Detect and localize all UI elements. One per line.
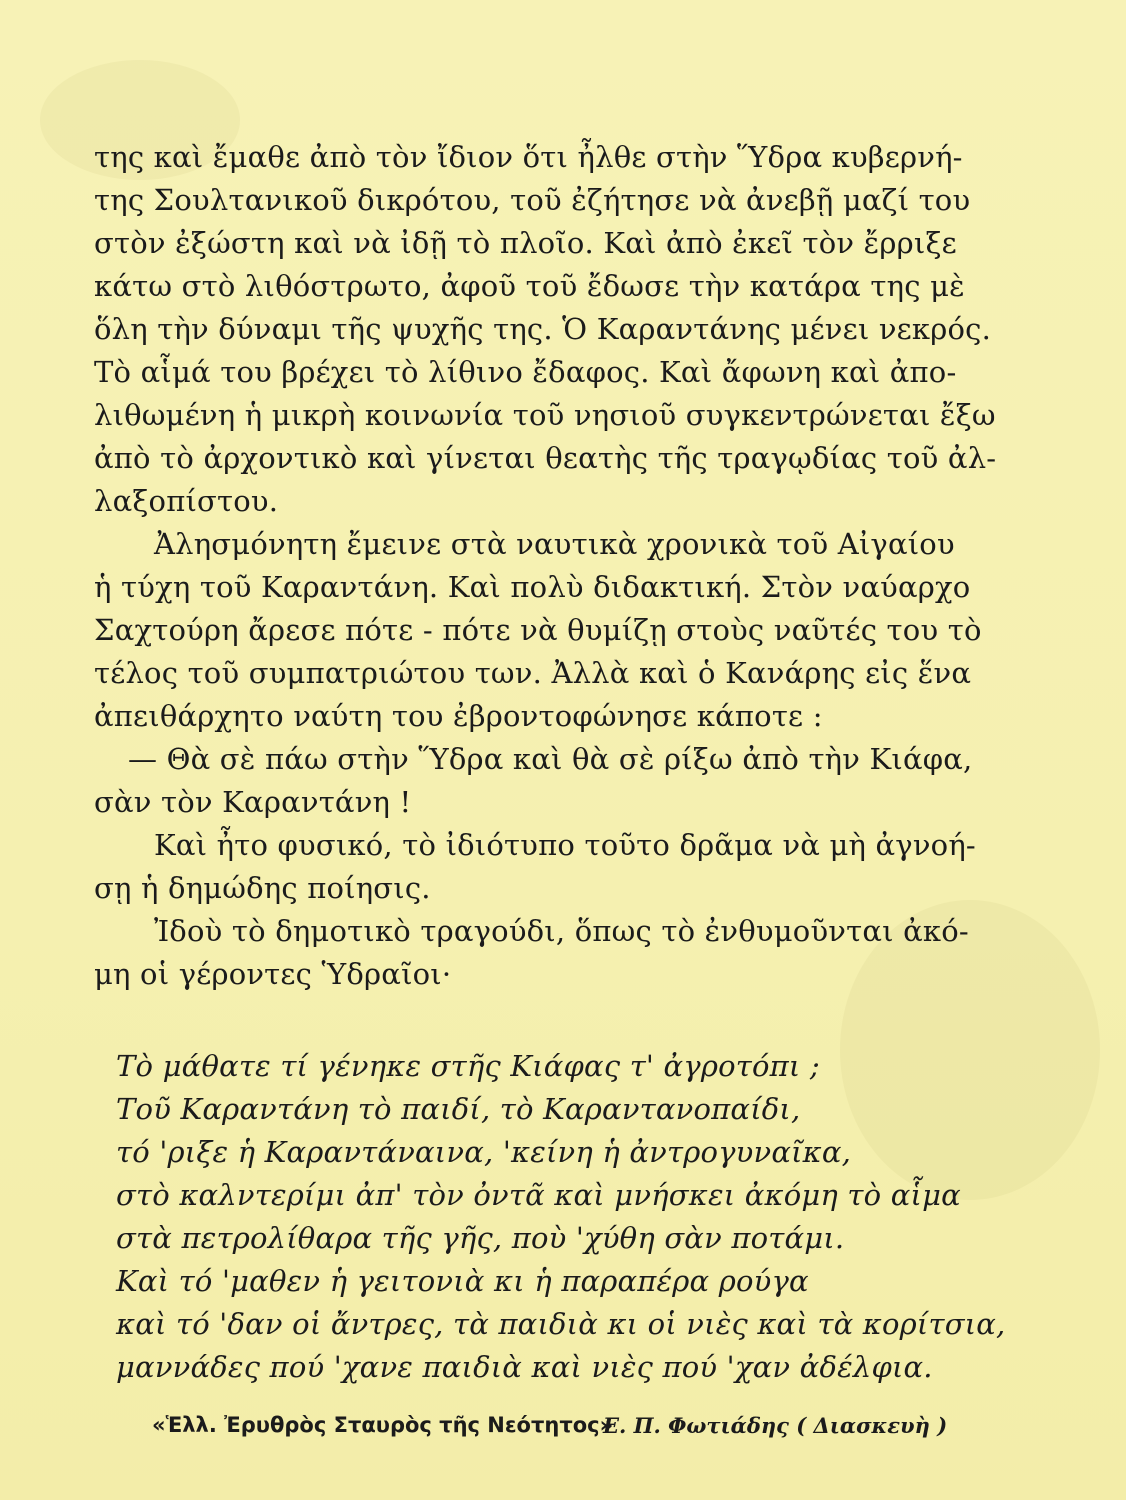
poem-line: Τοῦ Καραντάνη τὸ παιδί, τὸ Καραντανοπαίδι, <box>116 1092 801 1126</box>
text-line: Τὸ αἷμά του βρέχει τὸ λίθινο ἔδαφος. Καὶ ἄφωνη καὶ ἀπο- <box>94 355 957 389</box>
poem-line: τό 'ριξε ἡ Καραντάναινα, 'κείνη ἡ ἀντρογυναῖκα, <box>116 1135 852 1169</box>
text-line: Σαχτούρη ἄρεσε πότε - πότε νὰ θυμίζῃ στοὺς ναῦτές του τὸ <box>94 613 982 647</box>
text-line: της Σουλτανικοῦ δικρότου, τοῦ ἐζήτησε νὰ ἀνεβῇ μαζί του <box>94 183 971 217</box>
poem-line: στὸ καλντερίμι ἀπ' τὸν ὀντᾶ καὶ μνήσκει ἀκόμη τὸ αἷμα <box>116 1178 961 1212</box>
text-line: τέλος τοῦ συμπατριώτου των. Ἀλλὰ καὶ ὁ Κανάρης εἰς ἕνα <box>94 656 972 690</box>
author-credit: Ε. Π. Φωτιάδης ( Διασκευὴ ) <box>603 1413 948 1438</box>
text-line: ἀπὸ τὸ ἀρχοντικὸ καὶ γίνεται θεατὴς τῆς τραγῳδίας τοῦ ἀλ- <box>94 441 997 475</box>
poem-line: Τὸ μάθατε τί γένηκε στῆς Κιάφας τ' ἀγροτόπι ; <box>116 1049 820 1083</box>
dialog-line: σὰν τὸν Καραντάνη ! <box>94 785 412 819</box>
text-line: μη οἱ γέροντες Ὑδραῖοι· <box>94 957 452 991</box>
text-line: σῃ ἡ δημώδης ποίησις. <box>94 871 431 905</box>
text-line: Καὶ ἦτο φυσικό, τὸ ἰδιότυπο τοῦτο δρᾶμα νὰ μὴ ἀγνοή- <box>154 828 976 862</box>
poem-line: Καὶ τό 'μαθεν ἡ γειτονιὰ κι ἡ παραπέρα ρούγα <box>116 1264 809 1298</box>
poem-line: καὶ τό 'δαν οἱ ἄντρες, τὰ παιδιὰ κι οἱ νιὲς καὶ τὰ κορίτσια, <box>116 1307 1006 1341</box>
text-line: Ἀλησμόνητη ἔμεινε στὰ ναυτικὰ χρονικὰ τοῦ Αἰγαίου <box>154 527 955 561</box>
text-line: ἀπειθάρχητο ναύτη του ἐβροντοφώνησε κάποτε : <box>94 699 823 733</box>
text-line: της καὶ ἔμαθε ἀπὸ τὸν ἴδιον ὅτι ἦλθε στὴν Ὕδρα κυβερνή- <box>94 140 963 174</box>
text-line: λαξοπίστου. <box>94 484 279 518</box>
text-line: ἡ τύχη τοῦ Καραντάνη. Καὶ πολὺ διδακτική. Στὸν ναύαρχο <box>94 570 971 604</box>
text-line: Ἰδοὺ τὸ δημοτικὸ τραγούδι, ὅπως τὸ ἐνθυμοῦνται ἀκό- <box>154 914 969 948</box>
poem-line: στὰ πετρολίθαρα τῆς γῆς, ποὺ 'χύθη σὰν ποτάμι. <box>116 1221 845 1255</box>
dialog-line: — Θὰ σὲ πάω στὴν Ὕδρα καὶ θὰ σὲ ρίξω ἀπὸ τὴν Κιάφα, <box>128 742 973 776</box>
source-citation: «Ἑλλ. Ἐρυθρὸς Σταυρὸς τῆς Νεότητος» <box>152 1413 614 1437</box>
text-line: στὸν ἐξώστη καὶ νὰ ἰδῇ τὸ πλοῖο. Καὶ ἀπὸ ἐκεῖ τὸν ἔρριξε <box>94 226 957 260</box>
text-line: λιθωμένη ἡ μικρὴ κοινωνία τοῦ νησιοῦ συγκεντρώνεται ἔξω <box>94 398 996 432</box>
text-line: ὅλη τὴν δύναμι τῆς ψυχῆς της. Ὁ Καραντάνης μένει νεκρός. <box>94 312 991 346</box>
poem-line: μαννάδες πού 'χανε παιδιὰ καὶ νιὲς πού 'χαν ἀδέλφια. <box>116 1350 933 1384</box>
text-line: κάτω στὸ λιθόστρωτο, ἀφοῦ τοῦ ἔδωσε τὴν κατάρα της μὲ <box>94 269 965 303</box>
